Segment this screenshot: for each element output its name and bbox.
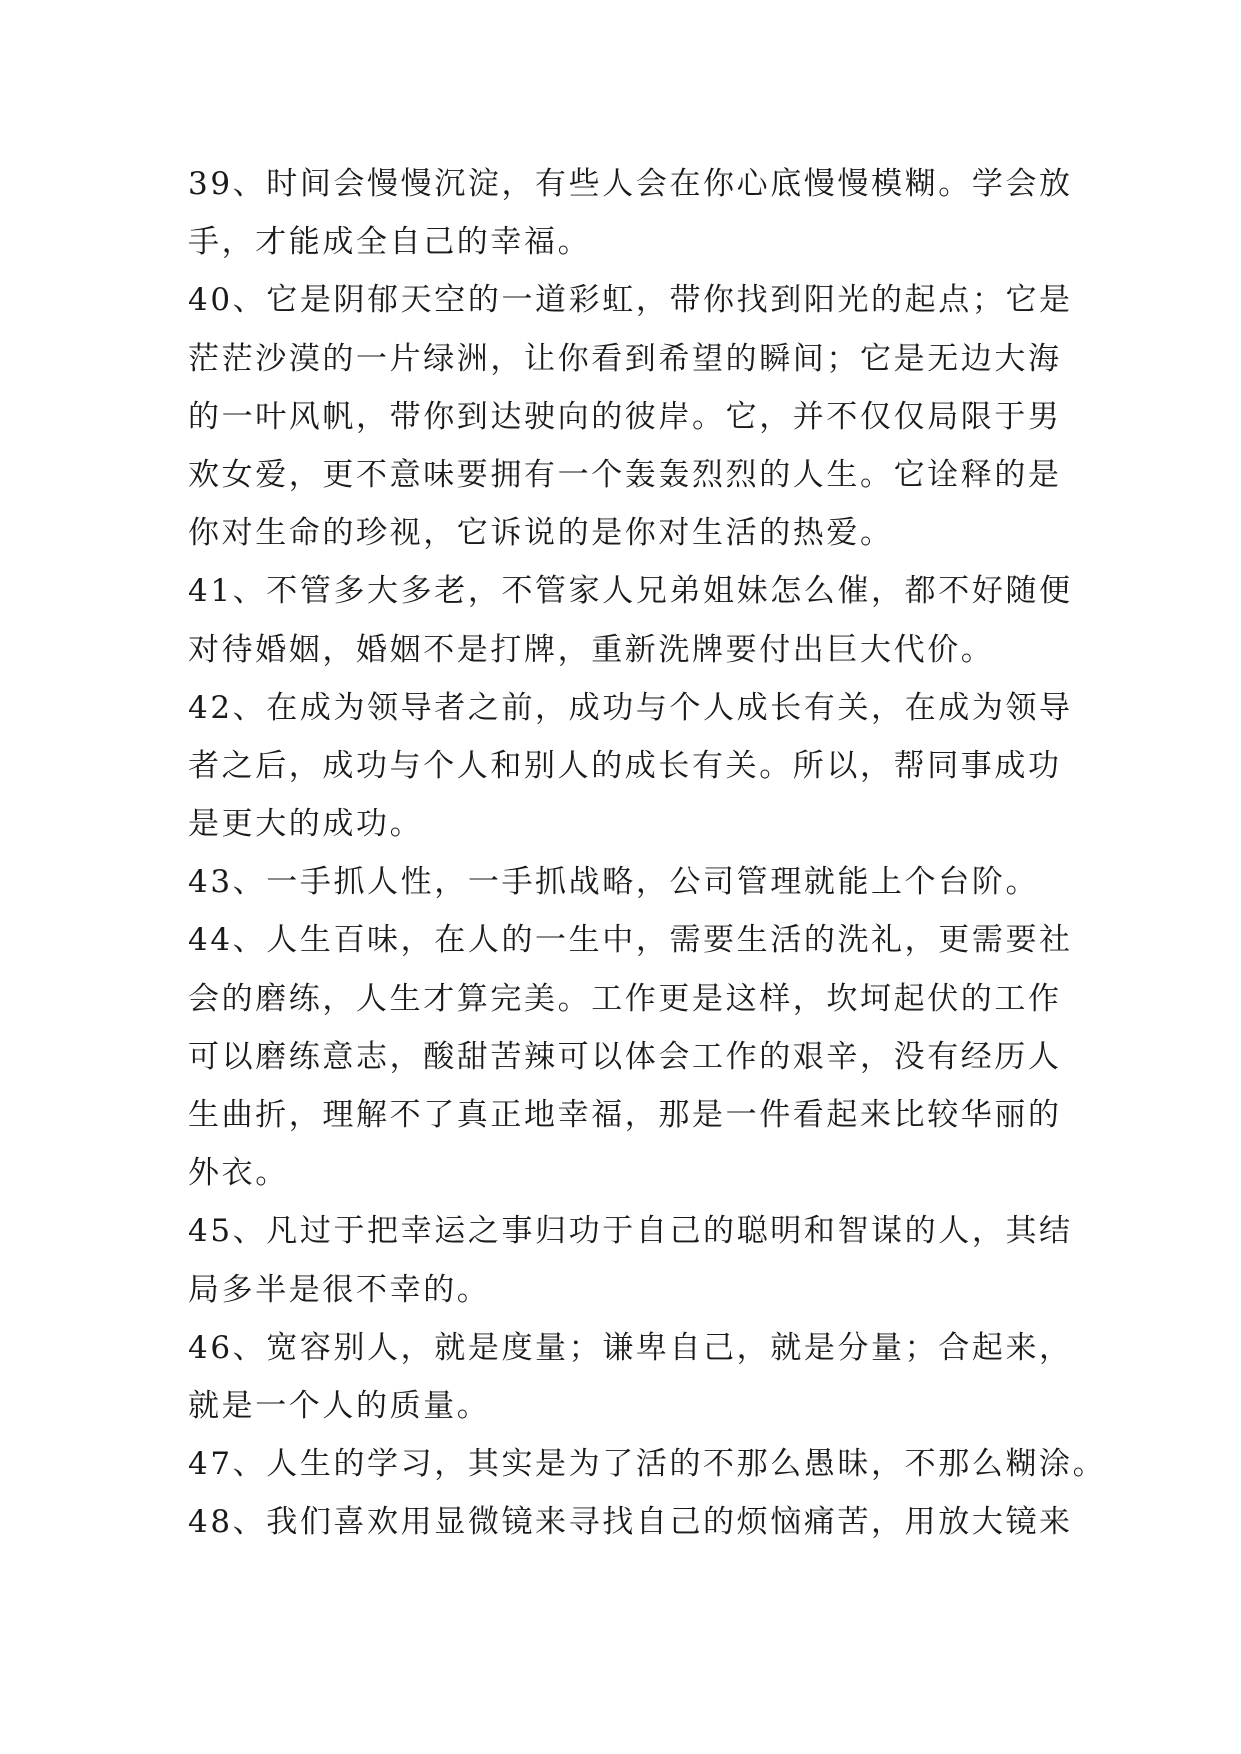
text-line: 41、不管多大多老，不管家人兄弟姐妹怎么催，都不好随便 bbox=[188, 573, 1073, 610]
text-line: 欢女爱，更不意味要拥有一个轰轰烈烈的人生。它诠释的是 bbox=[188, 456, 1062, 493]
text-line: 可以磨练意志，酸甜苦辣可以体会工作的艰辛，没有经历人 bbox=[188, 1038, 1062, 1075]
text-line: 生曲折，理解不了真正地幸福，那是一件看起来比较华丽的 bbox=[188, 1097, 1062, 1133]
text-line: 44、人生百味，在人的一生中，需要生活的洗礼，更需要社 bbox=[188, 922, 1073, 959]
text-line: 会的磨练，人生才算完美。工作更是这样，坎坷起伏的工作 bbox=[188, 980, 1062, 1017]
text-line: 42、在成为领导者之前，成功与个人成长有关，在成为领导 bbox=[188, 689, 1073, 726]
text-line: 是更大的成功。 bbox=[188, 806, 424, 843]
text-line: 局多半是很不幸的。 bbox=[188, 1271, 491, 1308]
text-line: 47、人生的学习，其实是为了活的不那么愚昧，不那么糊涂。 bbox=[188, 1446, 1107, 1483]
text-line: 39、时间会慢慢沉淀，有些人会在你心底慢慢模糊。学会放 bbox=[188, 166, 1073, 202]
text-line: 48、我们喜欢用显微镜来寻找自己的烦恼痛苦，用放大镜来 bbox=[188, 1504, 1073, 1541]
text-line: 茫茫沙漠的一片绿洲，让你看到希望的瞬间；它是无边大海 bbox=[188, 340, 1062, 377]
text-line: 就是一个人的质量。 bbox=[188, 1387, 491, 1424]
text-line: 40、它是阴郁天空的一道彩虹，带你找到阳光的起点；它是 bbox=[188, 282, 1073, 319]
text-line: 45、凡过于把幸运之事归功于自己的聪明和智谋的人，其结 bbox=[188, 1213, 1073, 1250]
text-line: 对待婚姻，婚姻不是打牌，重新洗牌要付出巨大代价。 bbox=[188, 631, 995, 668]
document-body bbox=[188, 155, 1107, 1552]
text-line: 46、宽容别人，就是度量；谦卑自己，就是分量；合起来， bbox=[188, 1329, 1073, 1366]
text-line: 你对生命的珍视，它诉说的是你对生活的热爱。 bbox=[188, 515, 894, 552]
text-line: 43、一手抓人性，一手抓战略，公司管理就能上个台阶。 bbox=[188, 864, 1040, 901]
text-line: 的一叶风帆，带你到达驶向的彼岸。它，并不仅仅局限于男 bbox=[188, 398, 1062, 435]
text-line: 者之后，成功与个人和别人的成长有关。所以，帮同事成功 bbox=[188, 747, 1062, 784]
text-line: 外衣。 bbox=[188, 1155, 289, 1192]
text-line: 手，才能成全自己的幸福。 bbox=[188, 224, 592, 261]
